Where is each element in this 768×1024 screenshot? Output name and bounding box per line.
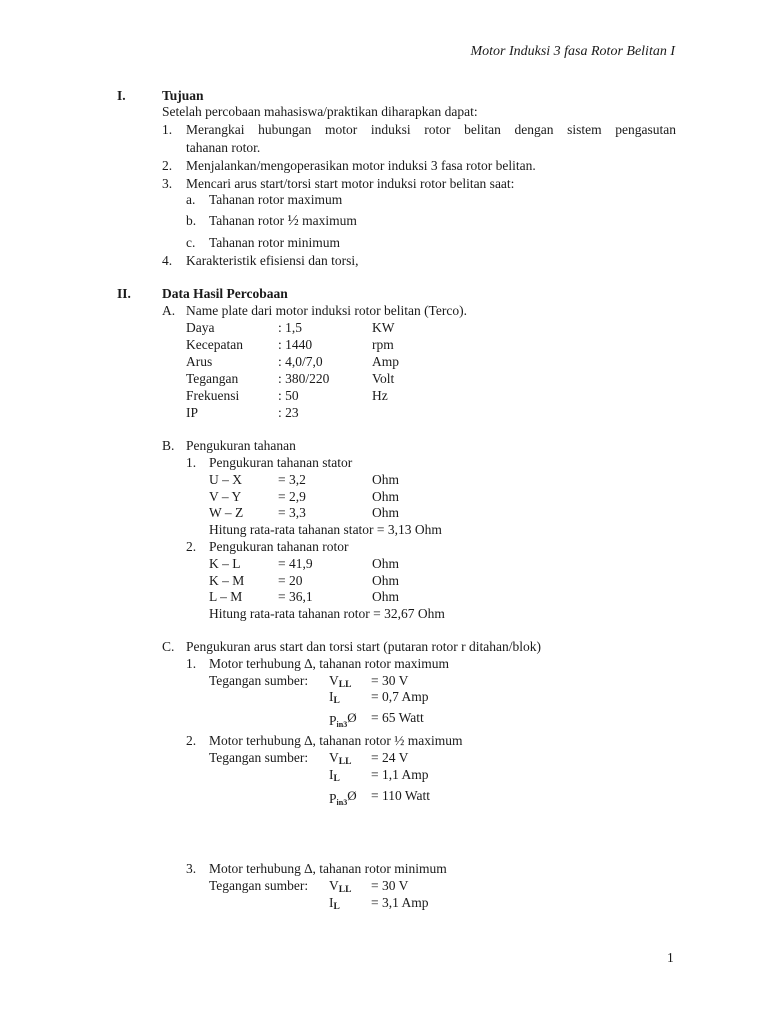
source-voltage-label: Tegangan sumber: — [209, 673, 309, 688]
nameplate-label: Kecepatan — [186, 337, 243, 352]
nameplate-unit: Volt — [372, 371, 395, 386]
list-number: 1. — [186, 455, 197, 470]
page-number: 1 — [667, 950, 674, 965]
sublist-text: Tahanan rotor minimum — [209, 235, 341, 250]
nameplate-value: : 1,5 — [278, 320, 303, 335]
current-value: = 0,7 Amp — [371, 689, 429, 704]
sublist-letter: c. — [186, 235, 196, 250]
section-1-intro: Setelah percobaan mahasiswa/praktikan diharapkan dapat: — [162, 104, 478, 119]
list-item-text: Merangkai hubungan motor induksi rotor belitan dengan sistem pengasutan — [186, 122, 676, 137]
resistance-value: = 36,1 — [278, 589, 313, 604]
current-value: = 1,1 Amp — [371, 767, 429, 782]
resistance-value: = 3,3 — [278, 505, 306, 520]
source-voltage-label: Tegangan sumber: — [209, 750, 309, 765]
voltage-symbol: $V_{LL}$ — [329, 673, 352, 690]
current-value: = 3,1 Amp — [371, 895, 429, 910]
resistance-unit: Ohm — [372, 489, 399, 504]
resistance-unit: Ohm — [372, 505, 399, 520]
terminal-label: K – L — [209, 556, 241, 571]
nameplate-unit: Hz — [372, 388, 388, 403]
list-number: 2. — [186, 733, 197, 748]
test-title: Motor terhubung ∆, tahanan rotor minimum — [209, 861, 447, 876]
list-item-text: Menjalankan/mengoperasikan motor induksi 3 fasa rotor belitan. — [186, 158, 536, 173]
terminal-label: L – M — [209, 589, 243, 604]
terminal-label: U – X — [209, 472, 242, 487]
stator-title: Pengukuran tahanan stator — [209, 455, 353, 470]
section-1-number: I. — [117, 88, 126, 103]
list-number: 3. — [162, 176, 173, 191]
nameplate-label: Daya — [186, 320, 215, 335]
source-voltage-label: Tegangan sumber: — [209, 878, 309, 893]
resistance-unit: Ohm — [372, 573, 399, 588]
nameplate-value: : 4,0/7,0 — [278, 354, 323, 369]
nameplate-label: IP — [186, 405, 199, 420]
resistance-unit: Ohm — [372, 556, 399, 571]
list-item-text-continued: tahanan rotor. — [186, 140, 261, 155]
rotor-title: Pengukuran tahanan rotor — [209, 539, 349, 554]
nameplate-value: : 380/220 — [278, 371, 330, 386]
list-number: 4. — [162, 253, 173, 268]
list-number: 2. — [162, 158, 173, 173]
voltage-value: = 30 V — [371, 673, 409, 688]
stator-average: Hitung rata-rata tahanan stator = 3,13 Ohm — [209, 522, 442, 537]
current-symbol: $I_L$ — [329, 767, 340, 784]
nameplate-value: : 50 — [278, 388, 299, 403]
section-2-title: Data Hasil Percobaan — [162, 286, 288, 301]
resistance-value: = 20 — [278, 573, 303, 588]
list-number: 1. — [162, 122, 173, 137]
nameplate-label: Arus — [186, 354, 213, 369]
nameplate-label: Frekuensi — [186, 388, 240, 403]
list-number: 2. — [186, 539, 197, 554]
nameplate-value: : 1440 — [278, 337, 313, 352]
subsection-letter: A. — [162, 303, 176, 318]
sublist-letter: a. — [186, 192, 196, 207]
nameplate-unit: Amp — [372, 354, 399, 369]
power-symbol: Pin3Ø — [329, 788, 357, 807]
power-value: = 65 Watt — [371, 710, 424, 725]
list-item-text: Mencari arus start/torsi start motor induksi rotor belitan saat: — [186, 176, 515, 191]
nameplate-value: : 23 — [278, 405, 299, 420]
power-symbol: Pin3Ø — [329, 710, 357, 729]
nameplate-label: Tegangan — [186, 371, 239, 386]
voltage-symbol: $V_{LL}$ — [329, 750, 352, 767]
list-number: 1. — [186, 656, 197, 671]
nameplate-unit: rpm — [372, 337, 394, 352]
subsection-text: Pengukuran arus start dan torsi start (putaran rotor r ditahan/blok) — [186, 639, 542, 654]
subsection-text: Name plate dari motor induksi rotor belitan (Terco). — [186, 303, 467, 318]
resistance-value: = 3,2 — [278, 472, 306, 487]
voltage-symbol: $V_{LL}$ — [329, 878, 352, 895]
resistance-value: = 41,9 — [278, 556, 313, 571]
phi-icon: Ø — [347, 788, 357, 803]
current-symbol: $I_L$ — [329, 689, 340, 706]
running-header: Motor Induksi 3 fasa Rotor Belitan I — [470, 44, 675, 59]
voltage-value: = 24 V — [371, 750, 409, 765]
half-symbol: ½ — [287, 213, 299, 229]
subsection-letter: B. — [162, 438, 175, 453]
phi-icon: Ø — [347, 710, 357, 725]
test-title: Motor terhubung ∆, tahanan rotor ½ maximum — [209, 733, 463, 748]
terminal-label: V – Y — [209, 489, 242, 504]
resistance-unit: Ohm — [372, 472, 399, 487]
sublist-text: Tahanan rotor maximum — [209, 192, 343, 207]
power-value: = 110 Watt — [371, 788, 431, 803]
section-2-number: II. — [117, 286, 131, 301]
terminal-label: W – Z — [209, 505, 244, 520]
sublist-text: Tahanan rotor ½ maximum — [209, 213, 357, 229]
subsection-letter: C. — [162, 639, 175, 654]
subsection-text: Pengukuran tahanan — [186, 438, 296, 453]
nameplate-unit: KW — [372, 320, 395, 335]
voltage-value: = 30 V — [371, 878, 409, 893]
sublist-letter: b. — [186, 213, 197, 228]
resistance-value: = 2,9 — [278, 489, 306, 504]
section-1-title: Tujuan — [162, 88, 204, 103]
terminal-label: K – M — [209, 573, 245, 588]
rotor-average: Hitung rata-rata tahanan rotor = 32,67 Ohm — [209, 606, 445, 621]
list-number: 3. — [186, 861, 197, 876]
test-title: Motor terhubung ∆, tahanan rotor maximum — [209, 656, 449, 671]
list-item-text: Karakteristik efisiensi dan torsi, — [186, 253, 359, 268]
current-symbol: $I_L$ — [329, 895, 340, 912]
resistance-unit: Ohm — [372, 589, 399, 604]
